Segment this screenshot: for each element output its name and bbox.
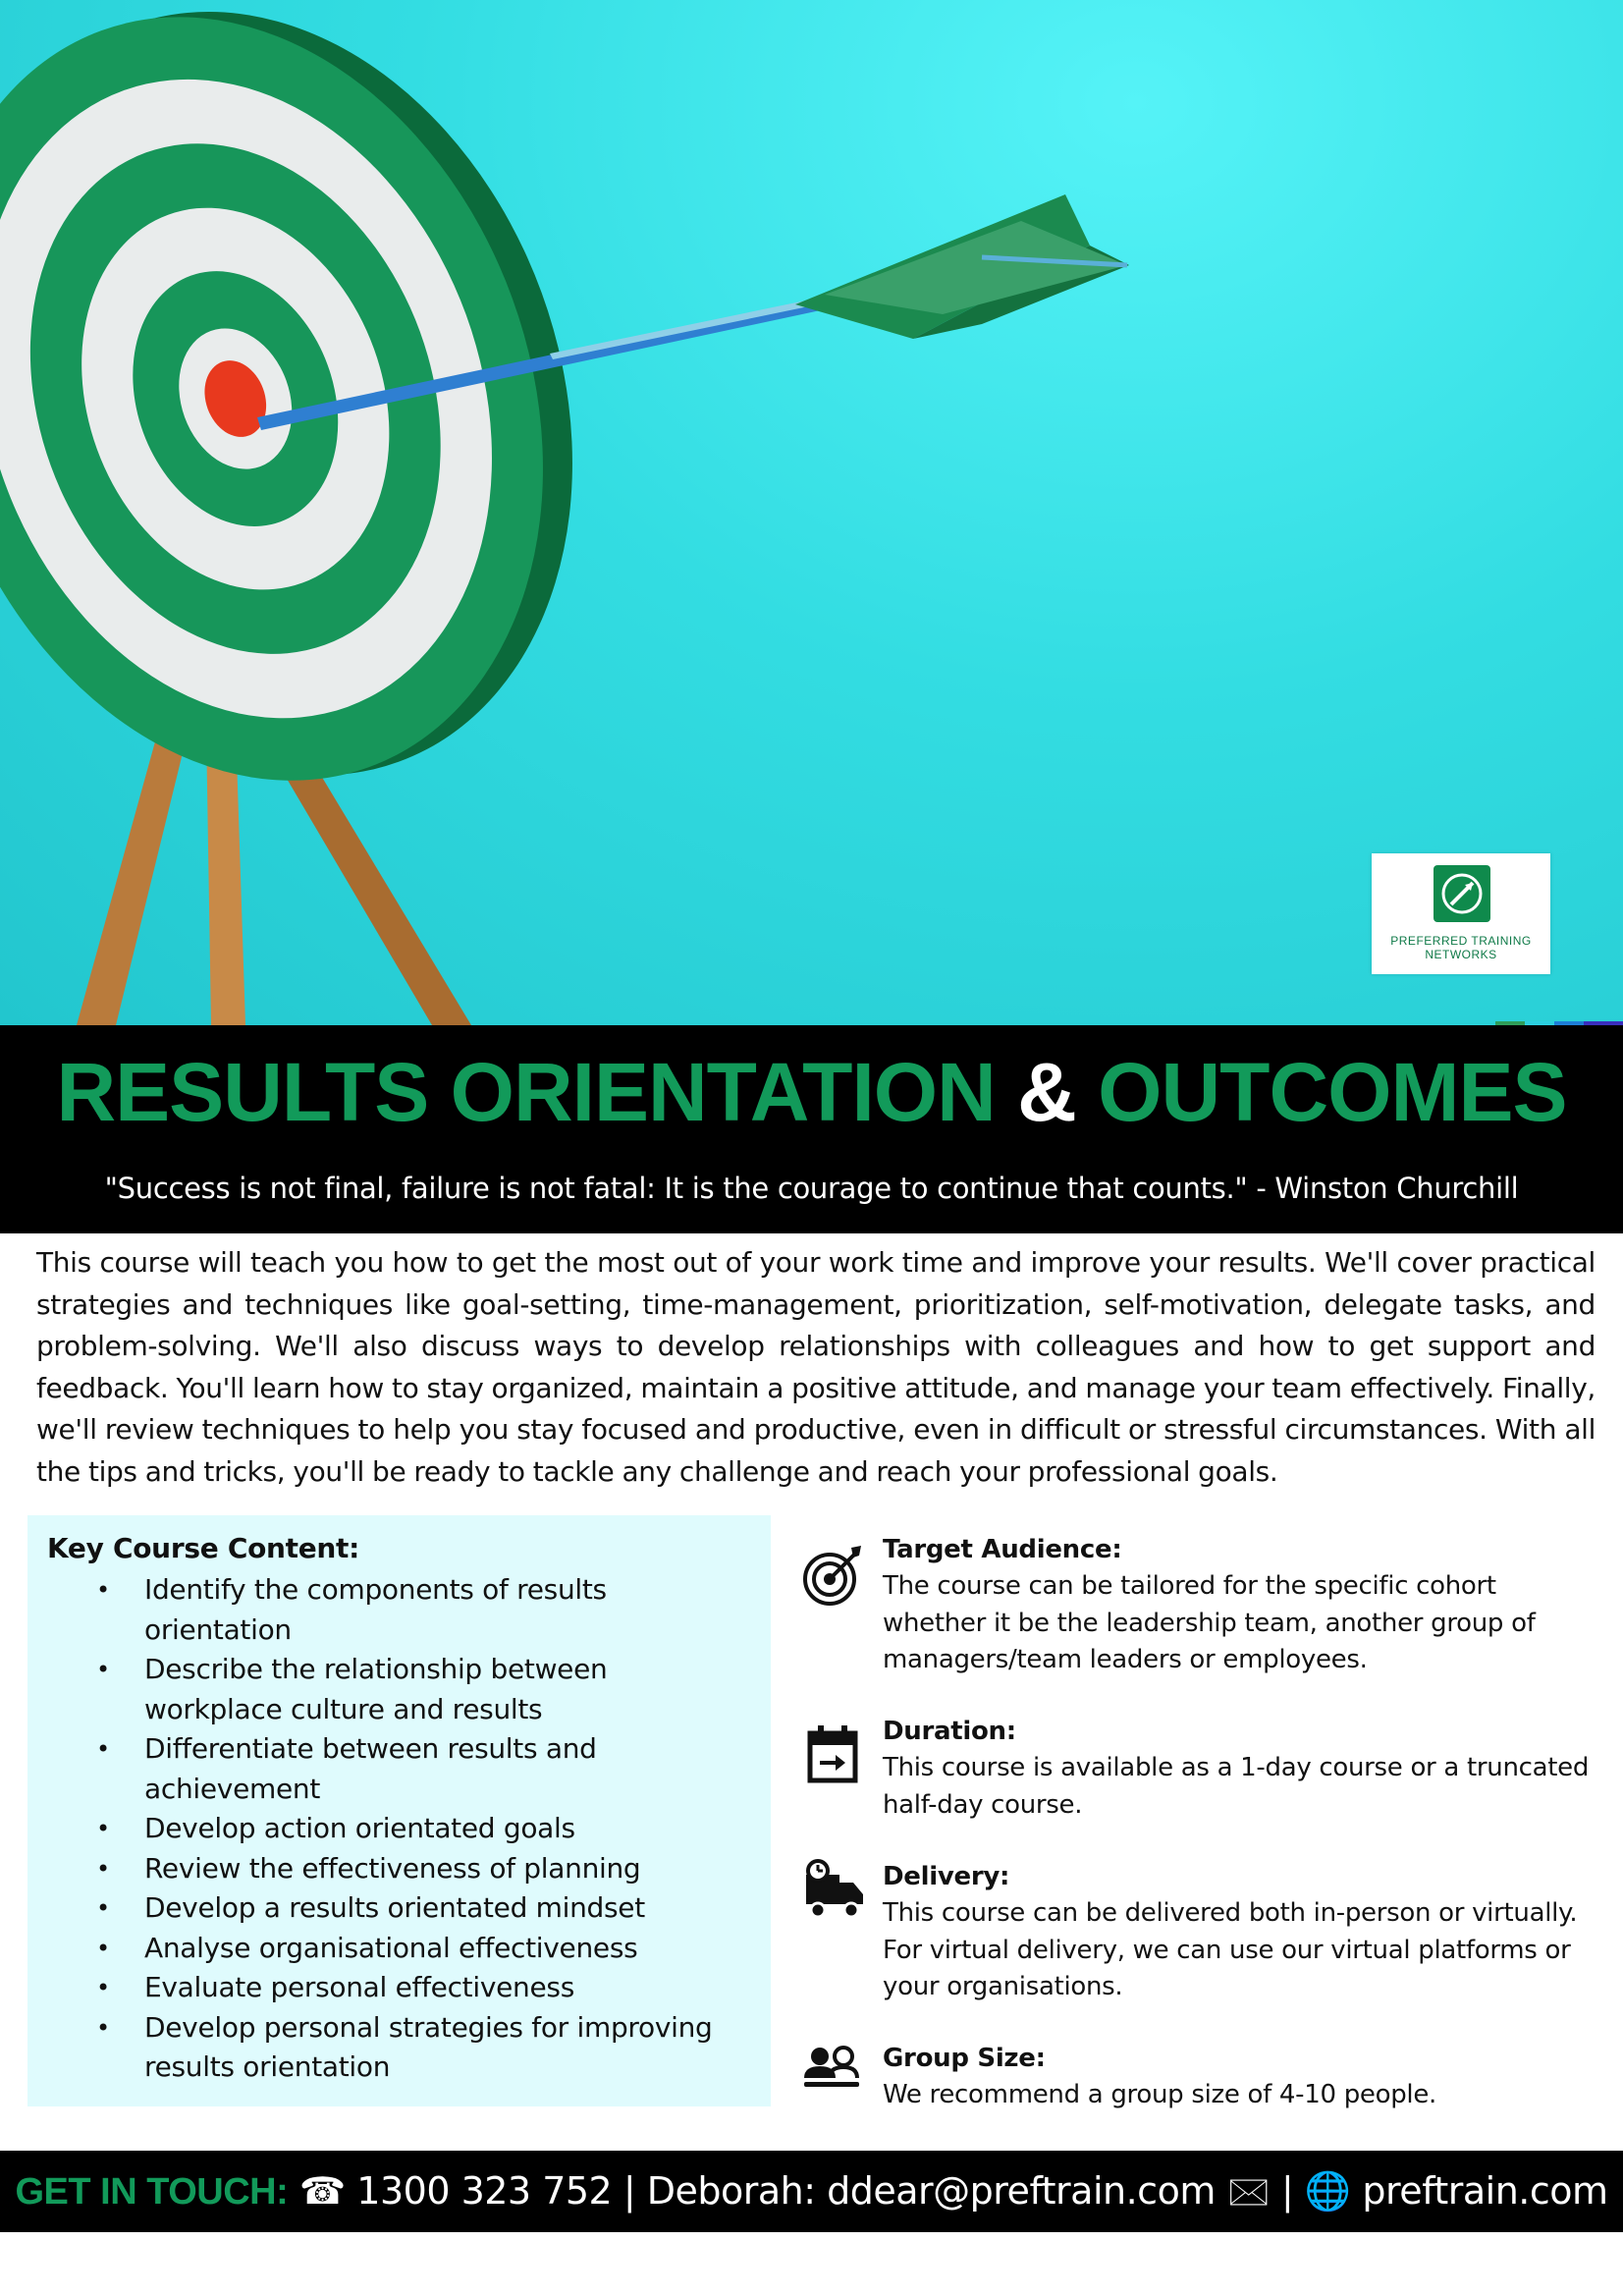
page-title [0,1043,1623,1141]
bullet: • [96,1815,110,1842]
list-item-text: Differentiate between results and achievement [144,1732,597,1805]
quote: "Success is not final, failure is not fatal: It is the courage to continue that counts." - Winston Churchill [104,1172,1519,1205]
phone-number[interactable]: 1300 323 752 [356,2169,613,2213]
logo-mark-icon [1434,865,1490,922]
company-logo [1372,853,1550,974]
calendar-icon [800,1723,867,1790]
contact-footer [0,2151,1623,2232]
website-link[interactable]: preftrain.com [1362,2169,1608,2213]
bullet: • [96,1735,110,1763]
list-item [27,1729,771,1809]
list-item [27,2008,771,2088]
bullet: • [96,2013,110,2042]
bullet: • [96,1974,110,2001]
target-audience-heading: Target Audience: [883,1535,1122,1564]
globe-icon: 🌐 [1304,2169,1351,2213]
title-band [0,1025,1623,1233]
get-in-touch-label: GET IN TOUCH: [15,2171,289,2213]
key-content-title: Key Course Content: [47,1532,360,1564]
bullet: • [96,1576,110,1604]
group-size-text: We recommend a group size of 4-10 people. [883,2080,1437,2109]
list-item [27,1809,771,1849]
target-audience-text: The course can be tailored for the specific cohort whether it be the leadership team, another group of managers/team leaders or employees. [883,1571,1536,1674]
list-item-text: Develop action orientated goals [144,1812,575,1844]
course-description: This course will teach you how to get the most out of your work time and improve your results. We'll cover practical strategies and techniques like goal-setting, time-management, prioritization, self-motivation, delegate tasks, and problem-solving. We'll also discuss ways to develop relationships with colleagues and how to get support and feedback. You'll learn how to stay organized, maintain a positive attitude, and manage your team effectively. Finally, we'll review techniques to help you stay focused and productive, even in difficult or stressful circumstances. With all the tips and tricks, you'll be ready to tackle any challenge and reach your professional goals. [36,1246,1596,1488]
bullet: • [96,1934,110,1962]
target-icon [800,1542,867,1609]
list-item [27,1888,771,1929]
mail-icon: 🖂 [1226,2169,1271,2213]
title-ampersand: & [1017,1046,1076,1138]
logo-text: PREFERRED TRAINING NETWORKS [1390,934,1532,961]
list-item [27,1929,771,1969]
list-item [27,1968,771,2008]
group-icon [800,2043,867,2109]
delivery-text: This course can be delivered both in-person or virtually. For virtual delivery, we can use our virtual platforms or your organisations. [883,1898,1578,2001]
hero-image [0,0,1623,1025]
list-item-text: Develop personal strategies for improving results orientation [144,2010,713,2083]
duration-text: This course is available as a 1-day course or a truncated half-day course. [883,1753,1590,1820]
separator: | [622,2169,636,2213]
key-content-list [27,1570,771,2088]
list-item-text: Review the effectiveness of planning [144,1851,641,1885]
list-item-text: Evaluate personal effectiveness [144,1971,574,2003]
bullet: • [96,1894,110,1922]
delivery-truck-icon [800,1859,867,1926]
title-part-2: OUTCOMES [1098,1046,1567,1138]
list-item-text: Develop a results orientated mindset [144,1891,645,1924]
list-item-text: Describe the relationship between workplace culture and results [144,1653,608,1725]
bullet: • [96,1854,110,1883]
group-size-heading: Group Size: [883,2044,1046,2073]
contact-line [0,2151,1623,2233]
bullet: • [96,1656,110,1683]
key-content-box [27,1515,771,2106]
duration-heading: Duration: [883,1717,1016,1746]
list-item-text: Analyse organisational effectiveness [144,1931,638,1964]
email-contact[interactable]: Deborah: ddear@preftrain.com [646,2169,1216,2213]
delivery-heading: Delivery: [883,1862,1010,1891]
list-item [27,1570,771,1650]
separator: | [1281,2169,1294,2213]
title-part-1: RESULTS ORIENTATION [56,1046,996,1138]
list-item [27,1650,771,1729]
list-item [27,1849,771,1889]
list-item-text: Identify the components of results orientation [144,1573,607,1646]
phone-icon: ☎ [298,2169,346,2213]
